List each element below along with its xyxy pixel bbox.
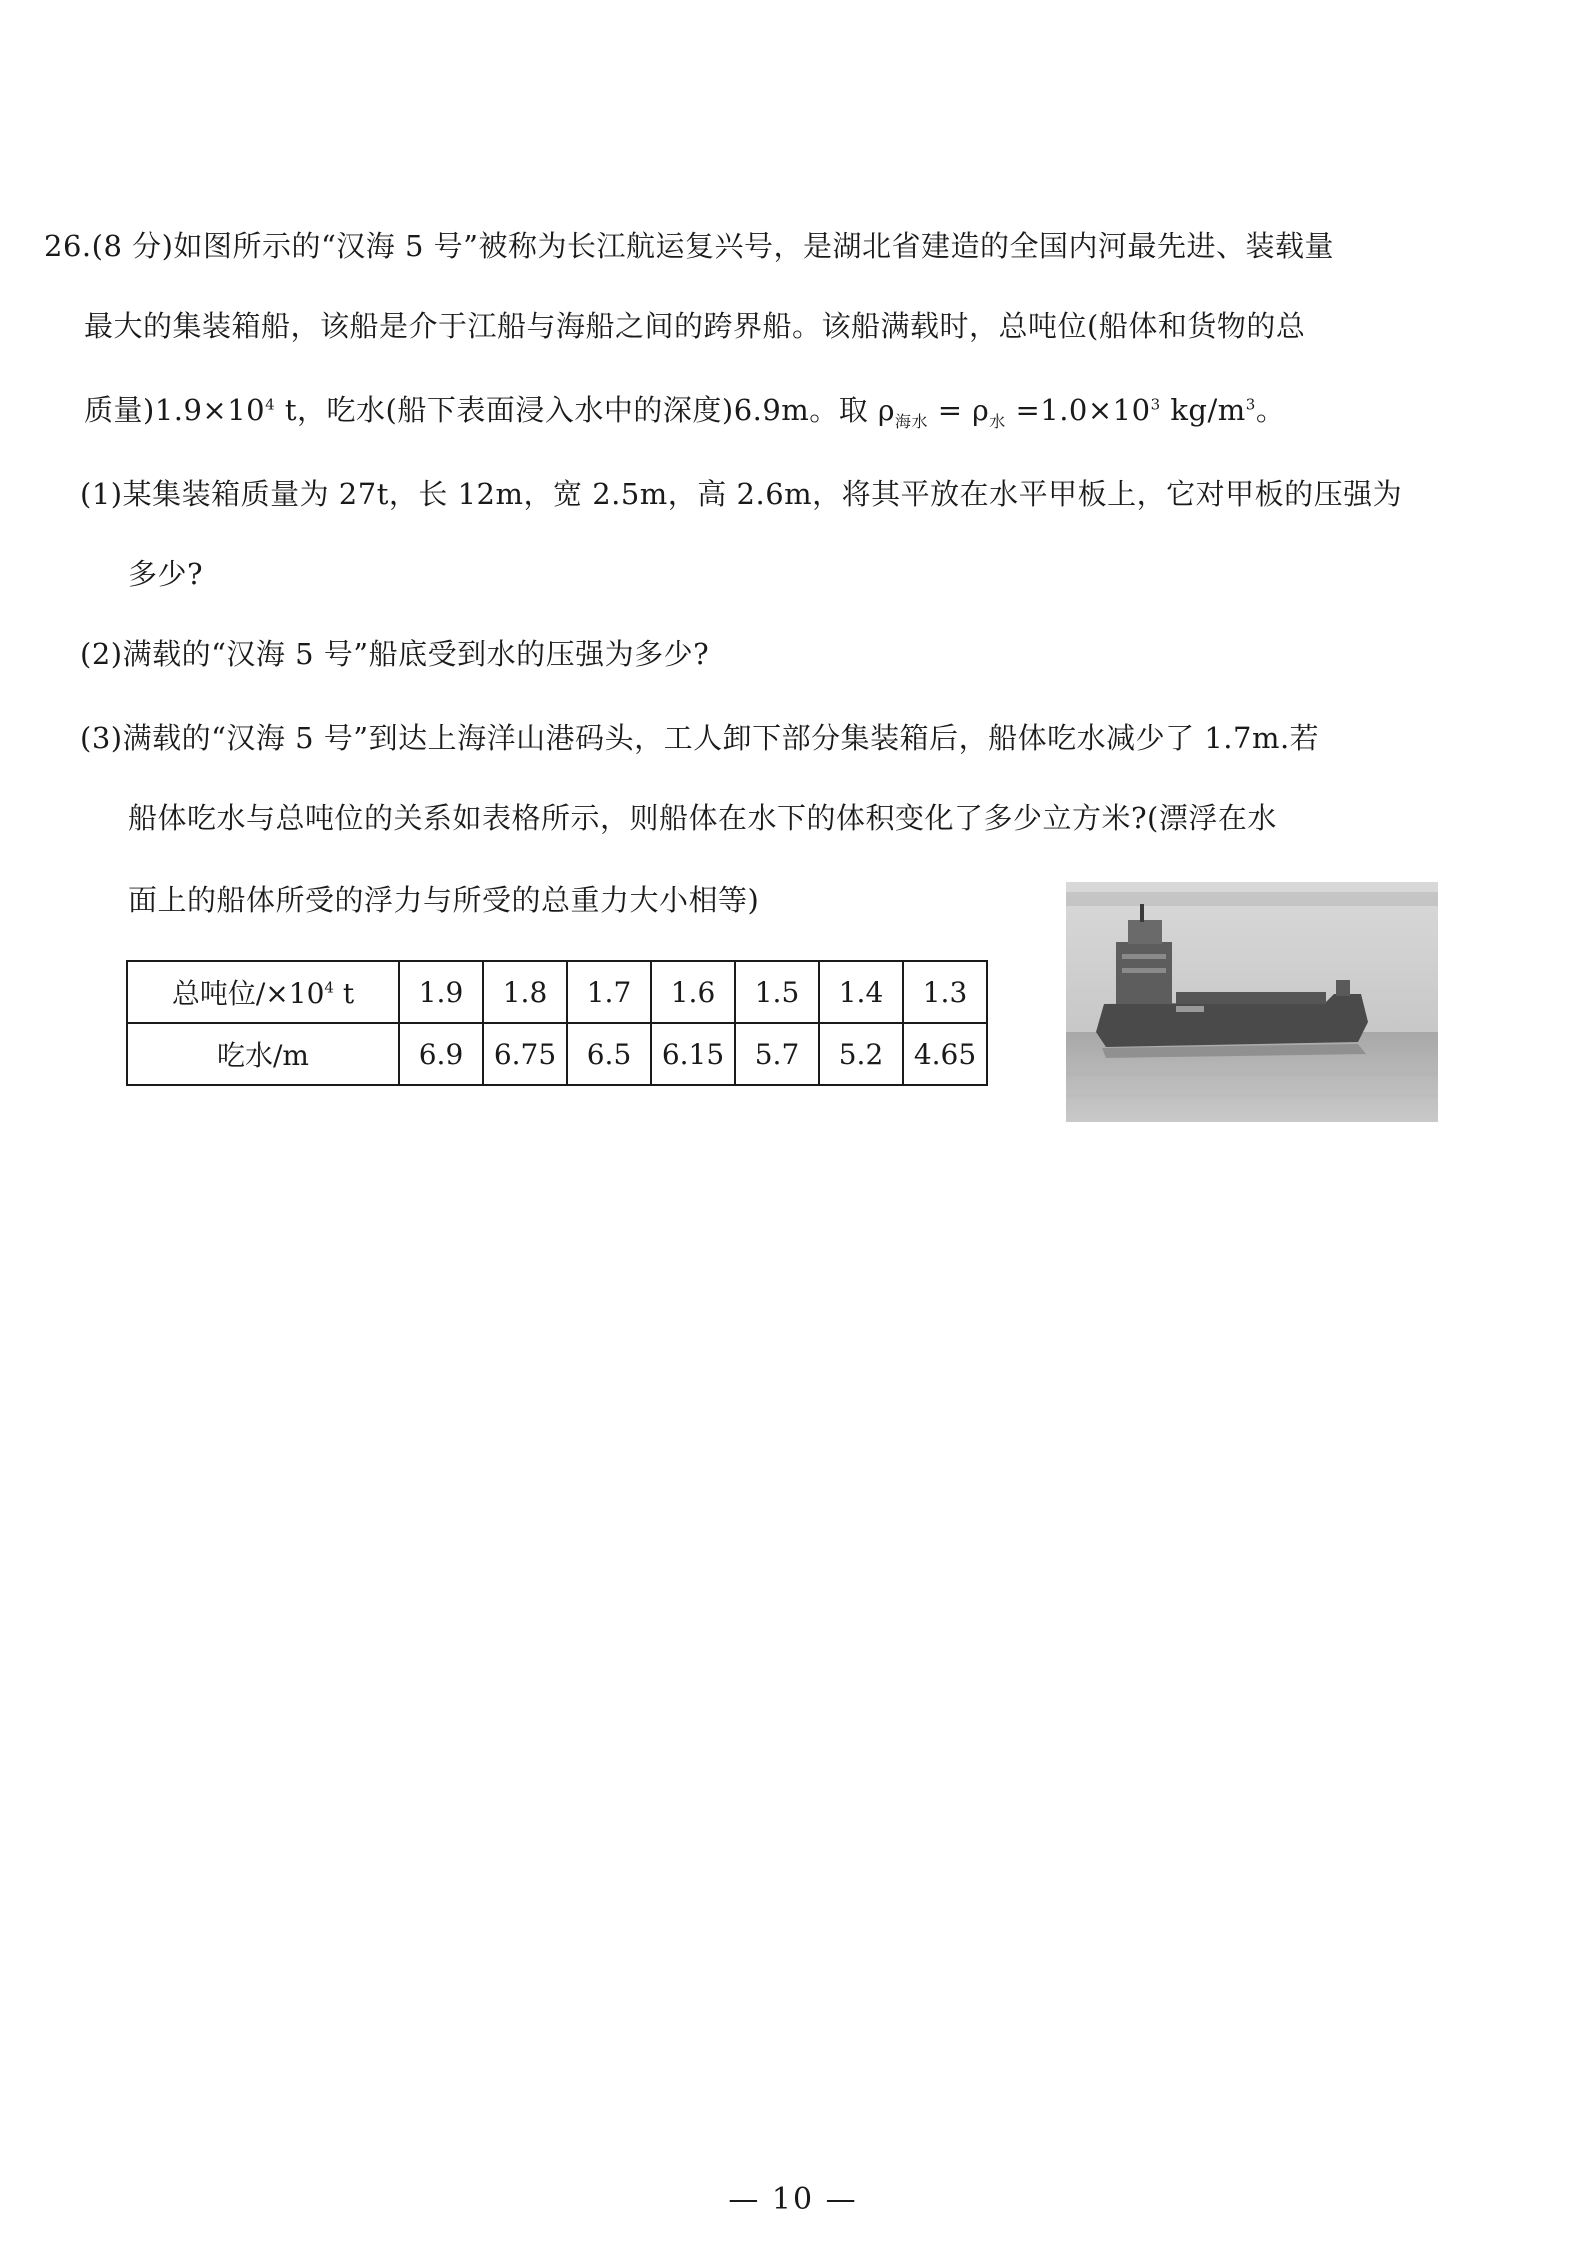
density-value-a: =1.0×10 [1005, 393, 1151, 427]
table-header-tonnage: 总吨位$/\times 10^4$ t [127, 961, 399, 1023]
ship-illustration-icon [1066, 882, 1438, 1122]
ship-photo [1066, 882, 1438, 1122]
equals-sign: = [928, 393, 973, 427]
table-cell: 1.6 [651, 961, 735, 1023]
exponent-3: 3 [1150, 395, 1161, 414]
intro-text-3b: t，吃水(船下表面浸入水中的深度)6.9m。取 [275, 393, 879, 427]
tonnage-draft-table [126, 960, 988, 1086]
table-cell: 6.5 [567, 1023, 651, 1085]
sub-water: 水 [989, 411, 1006, 431]
part3-line-3: 面上的船体所受的浮力与所受的总重力大小相等) [128, 883, 760, 917]
table-cell: 1.7 [567, 961, 651, 1023]
table-cell: 1.4 [819, 961, 903, 1023]
part3-line-2: 船体吃水与总吨位的关系如表格所示，则船体在水下的体积变化了多少立方米?(漂浮在水 [128, 801, 1277, 835]
part3-line-1: (3)满载的“汉海 5 号”到达上海洋山港码头，工人卸下部分集装箱后，船体吃水减少了 1.7m.若 [80, 721, 1320, 755]
table-cell: 6.9 [399, 1023, 483, 1085]
table-row-tonnage [127, 961, 987, 1023]
rho-water-symbol: ρ [972, 394, 990, 427]
density-value-b: kg/m [1160, 393, 1246, 427]
question-intro-line-2: 最大的集装箱船，该船是介于江船与海船之间的跨界船。该船满载时，总吨位(船体和货物的总 [84, 309, 1306, 343]
table-cell: 1.3 [903, 961, 987, 1023]
exponent-4: 4 [265, 395, 276, 414]
question-intro-line-3 [84, 390, 1285, 431]
intro-text-3a: 质量)1.9×10 [84, 393, 266, 427]
exponent-3-unit: 3 [1245, 395, 1256, 414]
question-intro-line-1 [44, 226, 1334, 266]
part1-line-1: (1)某集装箱质量为 27t，长 12m，宽 2.5m，高 2.6m，将其平放在水平甲板上，它对甲板的压强为 [80, 477, 1403, 511]
table-cell: 1.5 [735, 961, 819, 1023]
intro-text-1: 如图所示的“汉海 5 号”被称为长江航运复兴号，是湖北省建造的全国内河最先进、装载量 [173, 229, 1334, 263]
part2-line: (2)满载的“汉海 5 号”船底受到水的压强为多少? [80, 637, 710, 671]
table-cell: 4.65 [903, 1023, 987, 1085]
rho-sea-symbol: ρ [878, 394, 895, 427]
part1-line-2: 多少? [128, 557, 204, 591]
table-cell: 1.9 [399, 961, 483, 1023]
table-cell: 1.8 [483, 961, 567, 1023]
table-cell: 6.15 [651, 1023, 735, 1085]
density-value-c: 。 [1255, 393, 1286, 427]
table-cell: 5.7 [735, 1023, 819, 1085]
page-number: — 10 — [728, 2182, 858, 2217]
sub-sea-water: 海水 [895, 411, 929, 431]
table-header-draft: 吃水/m [127, 1023, 399, 1085]
question-points: (8 分) [91, 229, 174, 263]
table-row-draft [127, 1023, 987, 1085]
table-cell: 6.75 [483, 1023, 567, 1085]
question-number: 26. [44, 229, 92, 263]
table-cell: 5.2 [819, 1023, 903, 1085]
